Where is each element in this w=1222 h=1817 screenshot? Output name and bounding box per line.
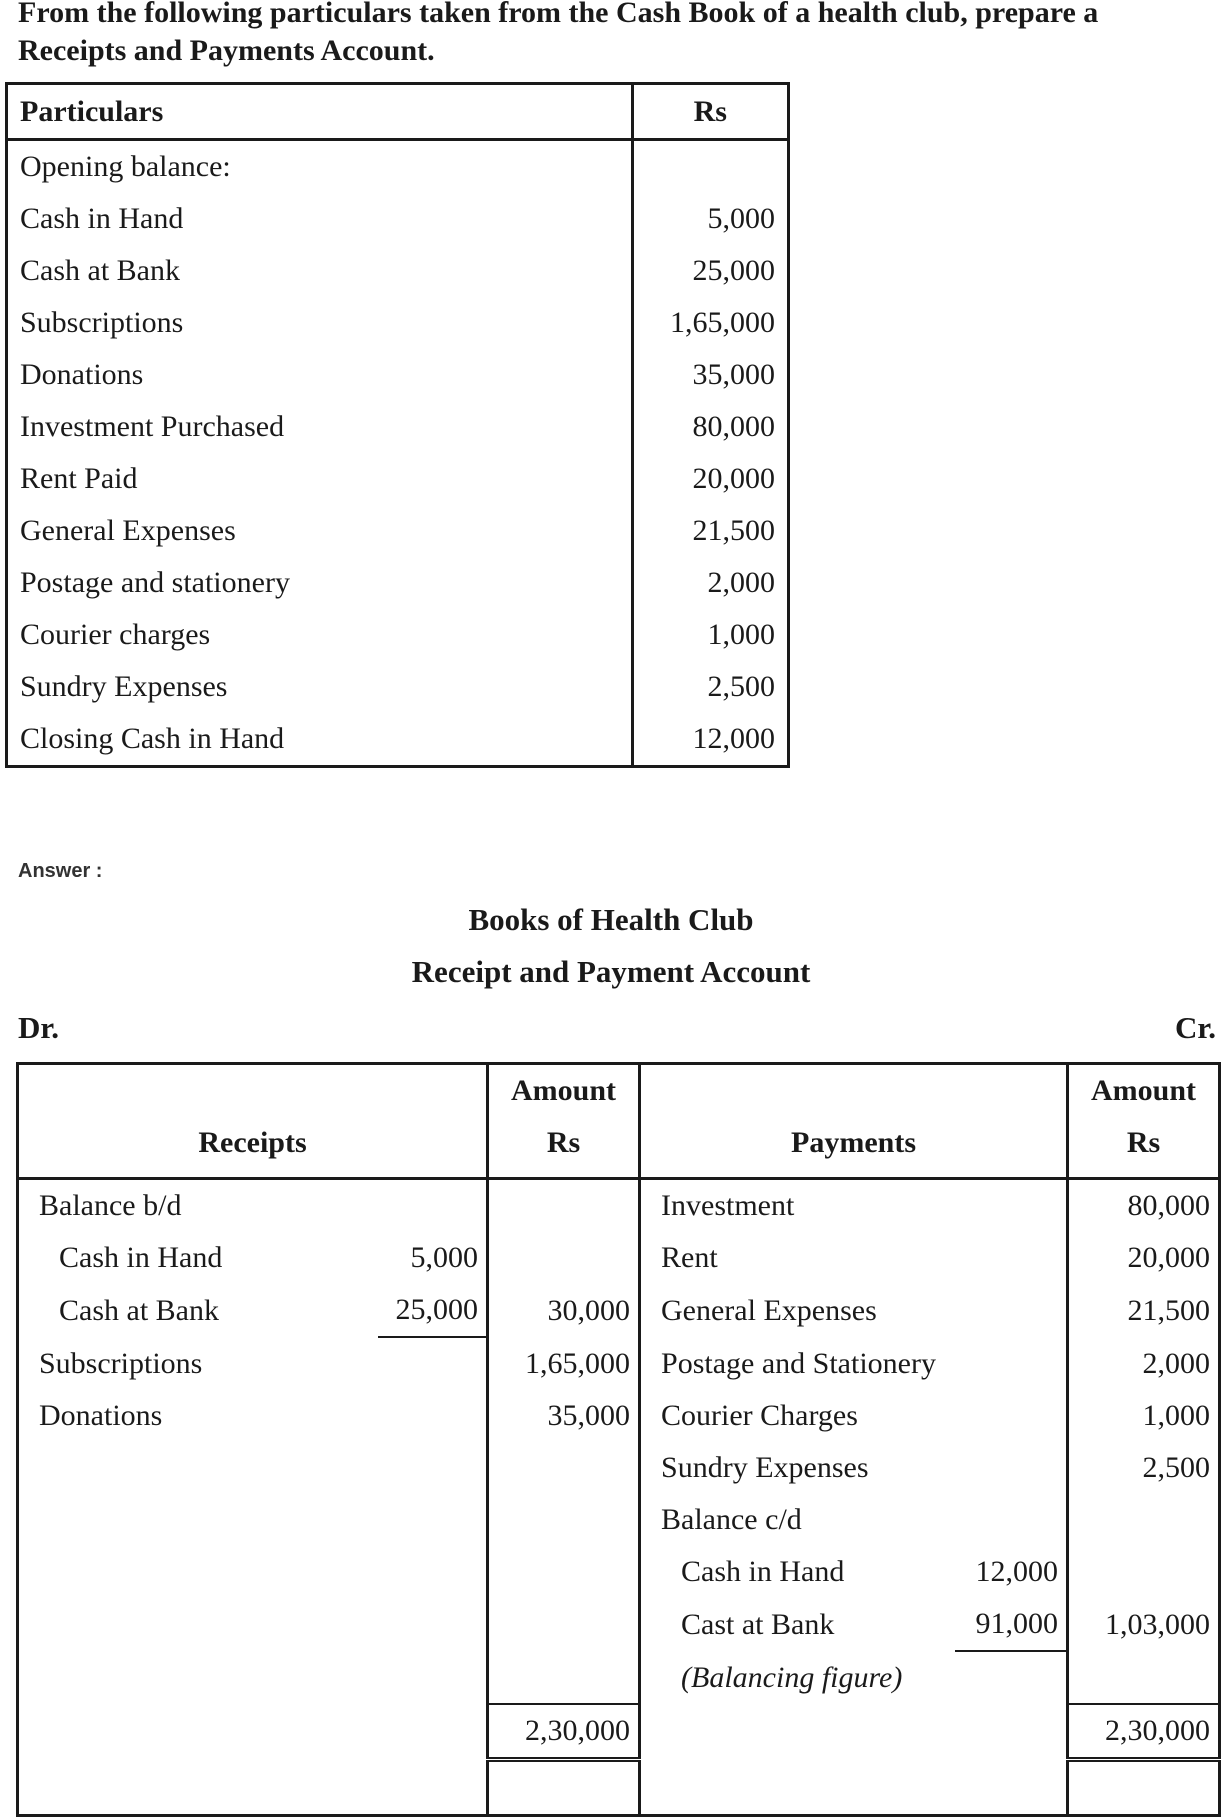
row-label: Closing Cash in Hand bbox=[7, 713, 633, 767]
particulars-header-row bbox=[7, 84, 789, 140]
table-row bbox=[18, 1284, 1220, 1337]
payment-amount: 1,000 bbox=[1068, 1390, 1220, 1442]
row-label: Postage and stationery bbox=[7, 557, 633, 609]
row-label: General Expenses bbox=[7, 505, 633, 557]
payments-amount-header bbox=[1068, 1064, 1220, 1179]
payment-amount: 2,000 bbox=[1068, 1337, 1220, 1390]
payment-amount: 80,000 bbox=[1068, 1179, 1220, 1233]
rs-label: Rs bbox=[1126, 1126, 1161, 1159]
table-row bbox=[7, 557, 789, 609]
question-text bbox=[18, 0, 1218, 70]
table-row bbox=[18, 1760, 1220, 1816]
row-value: 21,500 bbox=[632, 505, 788, 557]
particulars-table bbox=[5, 82, 790, 768]
table-row bbox=[18, 1179, 1220, 1233]
payment-sub-amount: 12,000 bbox=[975, 1555, 1059, 1588]
table-row bbox=[18, 1546, 1220, 1598]
balancing-figure-note: (Balancing figure) bbox=[681, 1660, 903, 1694]
answer-label: Answer : bbox=[18, 860, 103, 882]
receipt-sub-amount: 25,000 bbox=[378, 1284, 488, 1337]
row-value: 25,000 bbox=[632, 245, 788, 297]
payment-label: Balance c/d bbox=[661, 1503, 802, 1536]
table-row bbox=[7, 505, 789, 557]
row-value: 5,000 bbox=[632, 193, 788, 245]
table-row bbox=[18, 1337, 1220, 1390]
row-label: Opening balance: bbox=[7, 140, 633, 194]
receipts-total: 2,30,000 bbox=[488, 1704, 640, 1760]
total-row bbox=[18, 1704, 1220, 1760]
table-row bbox=[18, 1442, 1220, 1494]
rs-header: Rs bbox=[632, 84, 788, 140]
table-row bbox=[7, 713, 789, 767]
receipt-amount: 35,000 bbox=[488, 1390, 640, 1442]
payments-header: Payments bbox=[640, 1064, 1068, 1179]
row-value: 2,000 bbox=[632, 557, 788, 609]
row-label: Cash in Hand bbox=[7, 193, 633, 245]
table-row bbox=[7, 609, 789, 661]
table-row bbox=[7, 140, 789, 194]
table-row bbox=[18, 1390, 1220, 1442]
payment-label: Investment bbox=[661, 1189, 795, 1222]
amount-label: Amount bbox=[511, 1074, 617, 1107]
row-label: Donations bbox=[7, 349, 633, 401]
payment-label: Cast at Bank bbox=[681, 1607, 835, 1641]
books-title: Books of Health Club bbox=[468, 902, 754, 937]
receipt-label: Balance b/d bbox=[18, 1179, 378, 1233]
row-label: Sundry Expenses bbox=[7, 661, 633, 713]
row-value: 35,000 bbox=[632, 349, 788, 401]
credit-label: Cr. bbox=[1174, 1010, 1216, 1045]
row-value: 20,000 bbox=[632, 453, 788, 505]
receipt-amount: 30,000 bbox=[488, 1284, 640, 1337]
account-title: Receipt and Payment Account bbox=[411, 954, 811, 989]
payment-label: General Expenses bbox=[661, 1293, 877, 1327]
payment-label: Rent bbox=[661, 1241, 718, 1274]
row-label: Subscriptions bbox=[7, 297, 633, 349]
table-row bbox=[7, 453, 789, 505]
payment-label: Sundry Expenses bbox=[661, 1451, 869, 1484]
rs-label: Rs bbox=[546, 1126, 581, 1159]
table-row bbox=[18, 1494, 1220, 1546]
receipt-label: Donations bbox=[18, 1390, 378, 1442]
table-row bbox=[7, 297, 789, 349]
row-value: 80,000 bbox=[632, 401, 788, 453]
payment-amount: 1,03,000 bbox=[1068, 1598, 1220, 1651]
receipt-payment-account-table bbox=[16, 1062, 1221, 1817]
row-label: Investment Purchased bbox=[7, 401, 633, 453]
table-row bbox=[7, 245, 789, 297]
payment-label: Courier Charges bbox=[661, 1399, 858, 1432]
receipt-amount: 1,65,000 bbox=[488, 1337, 640, 1390]
table-row bbox=[18, 1232, 1220, 1284]
payment-label: Cash in Hand bbox=[681, 1555, 845, 1588]
payment-label: Postage and Stationery bbox=[661, 1346, 936, 1380]
row-value: 1,65,000 bbox=[632, 297, 788, 349]
receipt-label: Cash in Hand bbox=[18, 1232, 378, 1284]
question-line-1: From the following particulars taken from the Cash Book of a health club, prepare a bbox=[18, 0, 1099, 29]
payment-amount: 21,500 bbox=[1068, 1284, 1220, 1337]
table-row bbox=[7, 401, 789, 453]
payments-total: 2,30,000 bbox=[1068, 1704, 1220, 1760]
table-row bbox=[18, 1598, 1220, 1651]
table-row bbox=[7, 193, 789, 245]
table-row bbox=[7, 661, 789, 713]
table-row bbox=[7, 349, 789, 401]
debit-label: Dr. bbox=[18, 1010, 60, 1045]
row-value bbox=[632, 140, 788, 194]
receipt-label: Cash at Bank bbox=[18, 1284, 378, 1337]
receipts-amount-header bbox=[488, 1064, 640, 1179]
row-label: Rent Paid bbox=[7, 453, 633, 505]
row-value: 1,000 bbox=[632, 609, 788, 661]
account-header-row bbox=[18, 1064, 1220, 1179]
receipts-header: Receipts bbox=[18, 1064, 488, 1179]
row-value: 12,000 bbox=[632, 713, 788, 767]
row-label: Cash at Bank bbox=[7, 245, 633, 297]
receipt-label: Subscriptions bbox=[18, 1337, 378, 1390]
table-row bbox=[18, 1651, 1220, 1704]
question-line-2: Receipts and Payments Account. bbox=[18, 34, 435, 67]
row-label: Courier charges bbox=[7, 609, 633, 661]
particulars-header: Particulars bbox=[7, 84, 633, 140]
payment-sub-amount: 91,000 bbox=[955, 1598, 1068, 1651]
amount-label: Amount bbox=[1091, 1074, 1197, 1107]
row-value: 2,500 bbox=[632, 661, 788, 713]
payment-amount: 20,000 bbox=[1068, 1232, 1220, 1284]
receipt-sub-amount: 5,000 bbox=[410, 1241, 479, 1274]
payment-amount: 2,500 bbox=[1068, 1442, 1220, 1494]
